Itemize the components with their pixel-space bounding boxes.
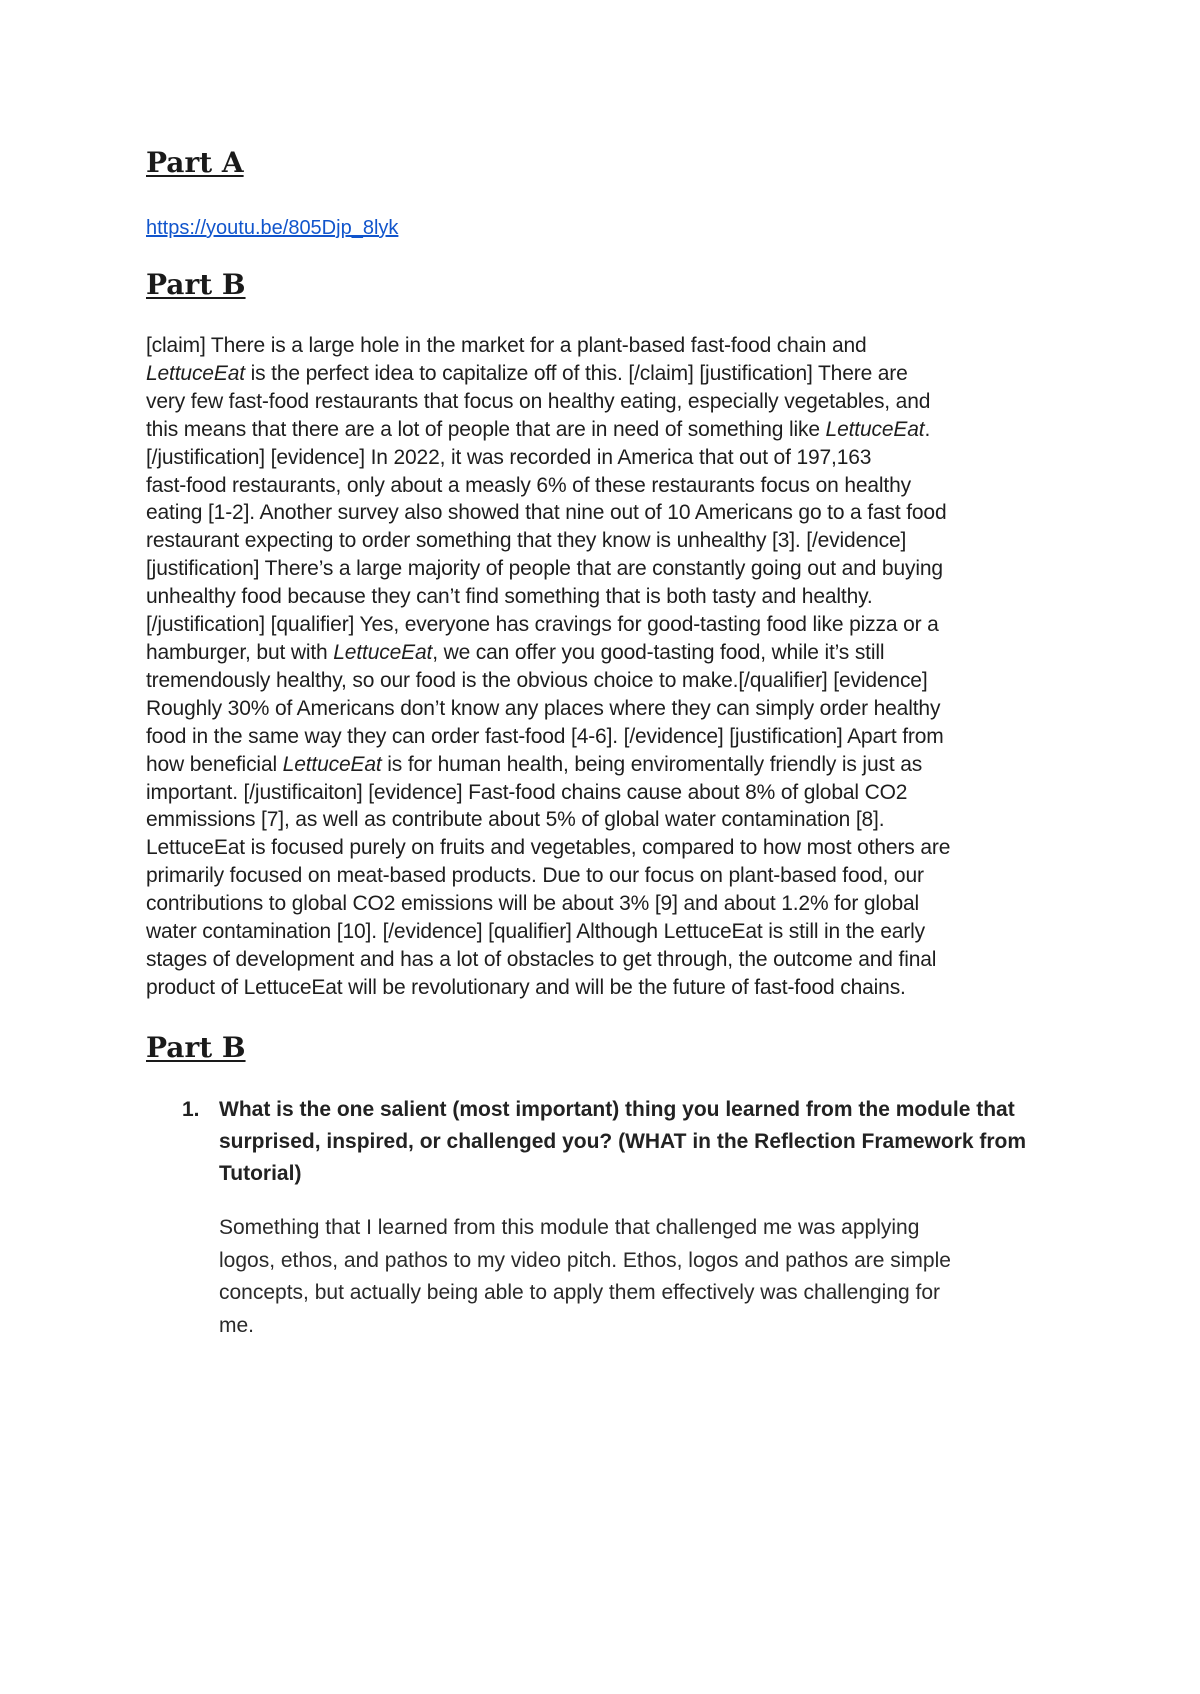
brand-name-italic: LettuceEat [282, 752, 382, 776]
paragraph-text: , we can offer you good-tasting food, while it’s still [432, 640, 885, 664]
paragraph-line [146, 779, 950, 807]
paragraph-text: product of LettuceEat will be revolutionary and will be the future of fast-food chains. [146, 975, 906, 999]
paragraph-line [146, 862, 950, 890]
paragraph-text: this means that there are a lot of people that are in need of something like [146, 417, 826, 441]
paragraph-text: water contamination [10]. [/evidence] [qualifier] Although LettuceEat is still in the early [146, 920, 925, 944]
paragraph-text: contributions to global CO2 emissions will be about 3% [9] and about 1.2% for global [146, 892, 920, 916]
argument-paragraph [146, 332, 950, 1002]
paragraph-line [146, 388, 950, 416]
paragraph-text: fast-food restaurants, only about a measly 6% of these restaurants focus on healthy [146, 473, 911, 497]
answer-line: concepts, but actually being able to apply them effectively was challenging for [219, 1281, 941, 1304]
brand-name-italic: LettuceEat [146, 361, 245, 385]
question-line: Tutorial) [219, 1162, 302, 1185]
paragraph-text: how beneficial [146, 752, 283, 776]
paragraph-text: is the perfect idea to capitalize off of this. [/claim] [justification] There are [244, 361, 908, 385]
paragraph-line [146, 918, 950, 946]
paragraph-text: hamburger, but with [146, 640, 334, 664]
paragraph-line [146, 444, 950, 472]
paragraph-line [146, 974, 950, 1002]
part-b-heading: Part B [146, 268, 246, 301]
answer-line: Something that I learned from this module that challenged me was applying [219, 1216, 920, 1239]
paragraph-text: emmissions [7], as well as contribute about 5% of global water contamination [8]. [146, 808, 885, 832]
question-line: surprised, inspired, or challenged you? (WHAT in the Reflection Framework from [219, 1130, 1027, 1153]
paragraph-text: Roughly 30% of Americans don’t know any places where they can simply order healthy [146, 696, 941, 720]
paragraph-text: . [924, 417, 931, 441]
paragraph-line [146, 806, 950, 834]
brand-name-italic: LettuceEat [825, 417, 925, 441]
paragraph-line [146, 499, 950, 527]
answer-line: logos, ethos, and pathos to my video pitch. Ethos, logos and pathos are simple [219, 1248, 951, 1272]
paragraph-text: [/justification] [qualifier] Yes, everyone has cravings for good-tasting food like pizza or a [146, 613, 939, 637]
reflection-question [219, 1094, 1066, 1190]
paragraph-line [146, 332, 950, 360]
paragraph-line [146, 555, 950, 583]
part-a-heading: Part A [146, 146, 244, 179]
paragraph-line [146, 695, 950, 723]
paragraph-line [146, 472, 950, 500]
paragraph-text: unhealthy food because they can’t find something that is both tasty and healthy. [146, 585, 873, 609]
brand-name-italic: LettuceEat [333, 640, 433, 664]
paragraph-text: eating [1-2]. Another survey also showed that nine out of 10 Americans go to a fast food [146, 501, 947, 525]
item-number: 1. [182, 1098, 200, 1121]
reflection-list [146, 1094, 1066, 1342]
video-link[interactable]: https://youtu.be/805Djp_8lyk [146, 217, 399, 239]
paragraph-text: primarily focused on meat-based products. Due to our focus on plant-based food, our [146, 864, 924, 888]
reflection-answer [219, 1212, 1066, 1342]
paragraph-text: LettuceEat is focused purely on fruits and vegetables, compared to how most others are [146, 836, 951, 860]
paragraph-text: tremendously healthy, so our food is the obvious choice to make.[/qualifier] [evidence] [146, 668, 928, 692]
video-link-line [146, 217, 398, 240]
part-b-reflection-heading: Part B [146, 1031, 246, 1064]
paragraph-text: [/justification] [evidence] In 2022, it was recorded in America that out of 197,163 [146, 445, 872, 469]
paragraph-text: [claim] There is a large hole in the market for a plant-based fast-food chain and [146, 334, 867, 357]
paragraph-line [146, 834, 950, 862]
paragraph-text: [justification] There’s a large majority of people that are constantly going out and buying [146, 557, 943, 581]
paragraph-line [146, 611, 950, 639]
paragraph-text: very few fast-food restaurants that focus on healthy eating, especially vegetables, and [146, 389, 931, 413]
paragraph-text: restaurant expecting to order something that they know is unhealthy [3]. [/evidence] [146, 529, 907, 553]
paragraph-line [146, 751, 950, 779]
paragraph-line [146, 723, 950, 751]
paragraph-line [146, 667, 950, 695]
paragraph-text: stages of development and has a lot of obstacles to get through, the outcome and final [146, 947, 937, 971]
answer-line: me. [219, 1313, 255, 1337]
paragraph-line [146, 946, 950, 974]
paragraph-line [146, 639, 950, 667]
paragraph-line [146, 583, 950, 611]
paragraph-line [146, 360, 950, 388]
paragraph-line [146, 416, 950, 444]
paragraph-line [146, 890, 950, 918]
paragraph-text: important. [/justificaiton] [evidence] Fast-food chains cause about 8% of global CO2 [146, 780, 908, 804]
paragraph-line [146, 527, 950, 555]
paragraph-text: is for human health, being enviromentally friendly is just as [381, 752, 923, 776]
reflection-item [146, 1094, 1066, 1342]
paragraph-text: food in the same way they can order fast-food [4-6]. [/evidence] [justification] Apart from [146, 724, 944, 748]
question-line: What is the one salient (most important) thing you learned from the module that [219, 1098, 1015, 1121]
